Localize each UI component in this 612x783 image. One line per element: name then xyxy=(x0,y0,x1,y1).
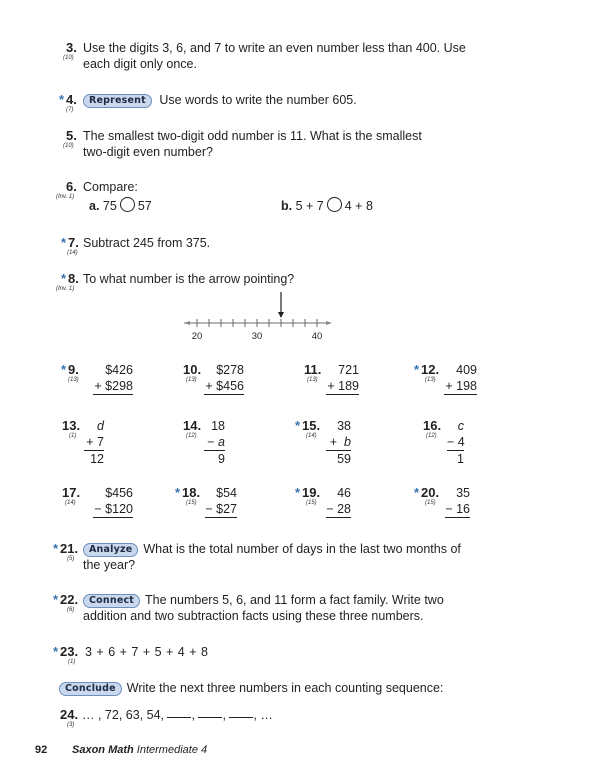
book-title-rest: Intermediate 4 xyxy=(136,744,208,756)
addend: 38 xyxy=(337,419,351,433)
number-line xyxy=(170,285,350,345)
lesson-ref: (13) xyxy=(186,377,197,383)
tick-label: 20 xyxy=(191,331,203,342)
problem-number: 20. xyxy=(421,485,440,500)
problem-number: 8. xyxy=(68,271,79,286)
problem-number: 6. xyxy=(66,179,77,194)
compare-circle-blank[interactable] xyxy=(327,197,342,212)
problem-number: 16. xyxy=(423,418,442,433)
addend-top: $426 xyxy=(105,363,133,377)
lesson-ref: (15) xyxy=(425,500,436,506)
compare-right: 57 xyxy=(137,199,152,213)
separator: , xyxy=(191,708,195,722)
problem-text-line1: Use the digits 3, 6, and 7 to write an even number less than 400. Use xyxy=(83,41,466,55)
problem-number: 17. xyxy=(62,485,81,500)
lesson-ref: (15) xyxy=(306,500,317,506)
part-label: a. xyxy=(89,199,100,213)
lesson-ref: (5) xyxy=(67,556,75,562)
star-marker: * xyxy=(414,362,420,377)
unknown-variable: d xyxy=(97,419,104,433)
sequence-ellipsis: , … xyxy=(253,708,273,722)
operand: 4 xyxy=(457,435,465,449)
tick-label: 30 xyxy=(251,331,263,342)
operand: 7 xyxy=(97,435,104,449)
lesson-ref: (14) xyxy=(67,250,78,256)
lesson-ref: (10) xyxy=(63,55,74,61)
lesson-ref: (13) xyxy=(425,377,436,383)
problem-number: 13. xyxy=(62,418,81,433)
answer-blank[interactable] xyxy=(229,709,253,718)
addend-bottom: + 189 xyxy=(327,379,359,393)
problem-text-line2: the year? xyxy=(83,558,136,572)
problem-number: 11. xyxy=(304,362,322,377)
result: 9 xyxy=(218,452,225,466)
addend-bottom: + 198 xyxy=(445,379,477,393)
result: 12 xyxy=(90,452,104,466)
problem-number: 10. xyxy=(183,362,202,377)
addend-top: $278 xyxy=(216,363,244,377)
problem-text-line1: The numbers 5, 6, and 11 form a fact family. Write two xyxy=(145,593,444,607)
minuend: $54 xyxy=(216,486,237,500)
star-marker: * xyxy=(295,418,301,433)
operator: + xyxy=(329,435,338,449)
addend-bottom: + $456 xyxy=(205,379,244,393)
lesson-ref: (14) xyxy=(306,433,317,439)
conclude-instruction xyxy=(59,680,443,696)
problem-text-line2: two-digit even number? xyxy=(83,145,213,159)
minuend: 35 xyxy=(456,486,470,500)
problem-text: 3 + 6 + 7 + 5 + 4 + 8 xyxy=(85,645,208,659)
minuend: $456 xyxy=(105,486,133,500)
book-title-bold: Saxon Math xyxy=(72,744,134,756)
addend-bottom: + $298 xyxy=(94,379,133,393)
subtrahend: − 16 xyxy=(445,502,470,516)
unknown-variable: c xyxy=(457,419,464,433)
subtrahend: − $120 xyxy=(94,502,133,516)
minuend: 46 xyxy=(337,486,351,500)
problem-number: 24. xyxy=(60,707,79,722)
sequence-given: … , 72, 63, 54, xyxy=(82,708,164,722)
compare-b xyxy=(281,197,373,214)
problem-number: 12. xyxy=(421,362,440,377)
result: 59 xyxy=(337,452,351,466)
lesson-ref: (15) xyxy=(186,500,197,506)
problem-number: 3. xyxy=(66,40,77,55)
analyze-badge: Analyze xyxy=(83,543,138,557)
left-arrowhead xyxy=(184,321,190,325)
star-marker: * xyxy=(61,235,67,250)
lesson-ref: (13) xyxy=(68,377,79,383)
lesson-ref: (13) xyxy=(307,377,318,383)
lesson-ref: (12) xyxy=(186,433,197,439)
lesson-ref: (Inv. 1) xyxy=(56,286,75,292)
compare-right: 4 + 8 xyxy=(344,199,373,213)
subtrahend: − 28 xyxy=(326,502,351,516)
lesson-ref: (7) xyxy=(66,107,74,113)
problem-number: 5. xyxy=(66,128,77,143)
problem-number: 14. xyxy=(183,418,202,433)
lesson-ref: (14) xyxy=(65,500,76,506)
problem-text: To what number is the arrow pointing? xyxy=(83,272,295,286)
star-marker: * xyxy=(414,485,420,500)
lesson-ref: (10) xyxy=(63,143,74,149)
addend-top: 409 xyxy=(456,363,477,377)
represent-badge: Represent xyxy=(83,94,152,108)
compare-left: 75 xyxy=(102,199,117,213)
answer-blank[interactable] xyxy=(167,709,191,718)
problem-number: 23. xyxy=(60,644,79,659)
problem-number: 22. xyxy=(60,592,79,607)
connect-badge: Connect xyxy=(83,594,140,608)
lesson-ref: (3) xyxy=(67,722,75,728)
problem-number: 19. xyxy=(302,485,321,500)
addend-top: 721 xyxy=(338,363,359,377)
problem-text: Use words to write the number 605. xyxy=(159,93,357,107)
pointer-arrow-head xyxy=(278,312,284,318)
problem-number: 21. xyxy=(60,541,79,556)
lesson-ref: (1) xyxy=(69,433,77,439)
instruction-text: Write the next three numbers in each counting sequence: xyxy=(126,681,444,695)
lesson-ref: (12) xyxy=(426,433,437,439)
problem-text-line1: What is the total number of days in the last two months of xyxy=(143,542,461,556)
operator: − xyxy=(447,435,455,449)
operator: + xyxy=(86,435,94,449)
subtrahend: − $27 xyxy=(205,502,237,516)
part-label: b. xyxy=(281,199,293,213)
star-marker: * xyxy=(295,485,301,500)
star-marker: * xyxy=(53,644,59,659)
star-marker: * xyxy=(59,92,65,107)
compare-a xyxy=(89,197,152,214)
result: 1 xyxy=(457,452,464,466)
conclude-badge: Conclude xyxy=(59,682,122,696)
tick-label: 40 xyxy=(311,331,323,342)
answer-blank[interactable] xyxy=(198,709,222,718)
star-marker: * xyxy=(61,362,67,377)
star-marker: * xyxy=(53,541,59,556)
compare-circle-blank[interactable] xyxy=(120,197,135,212)
unknown-variable: b xyxy=(344,435,351,449)
problem-number: 18. xyxy=(182,485,201,500)
minuend: 18 xyxy=(211,419,225,433)
star-marker: * xyxy=(61,271,67,286)
separator: , xyxy=(222,708,226,722)
compare-left: 5 + 7 xyxy=(295,199,324,213)
right-arrowhead xyxy=(326,321,332,325)
problem-text-line2: each digit only once. xyxy=(83,57,197,71)
problem-text: Compare: xyxy=(83,180,138,194)
problem-number: 4. xyxy=(66,92,77,107)
problem-number: 9. xyxy=(68,362,79,377)
problem-number: 15. xyxy=(302,418,321,433)
star-marker: * xyxy=(175,485,181,500)
lesson-ref: (6) xyxy=(67,607,75,613)
lesson-ref: (1) xyxy=(68,659,76,665)
problem-number: 7. xyxy=(68,235,79,250)
lesson-ref: (Inv. 1) xyxy=(56,194,75,200)
page-number: 92 xyxy=(35,744,48,756)
book-title xyxy=(72,744,207,756)
star-marker: * xyxy=(53,592,59,607)
operator: − xyxy=(207,435,215,449)
problem-text: Subtract 245 from 375. xyxy=(83,236,211,250)
unknown-variable: a xyxy=(218,435,225,449)
problem-text-line1: The smallest two-digit odd number is 11. What is the smallest xyxy=(83,129,422,143)
problem-text-line2: addition and two subtraction facts using these three numbers. xyxy=(83,609,424,623)
